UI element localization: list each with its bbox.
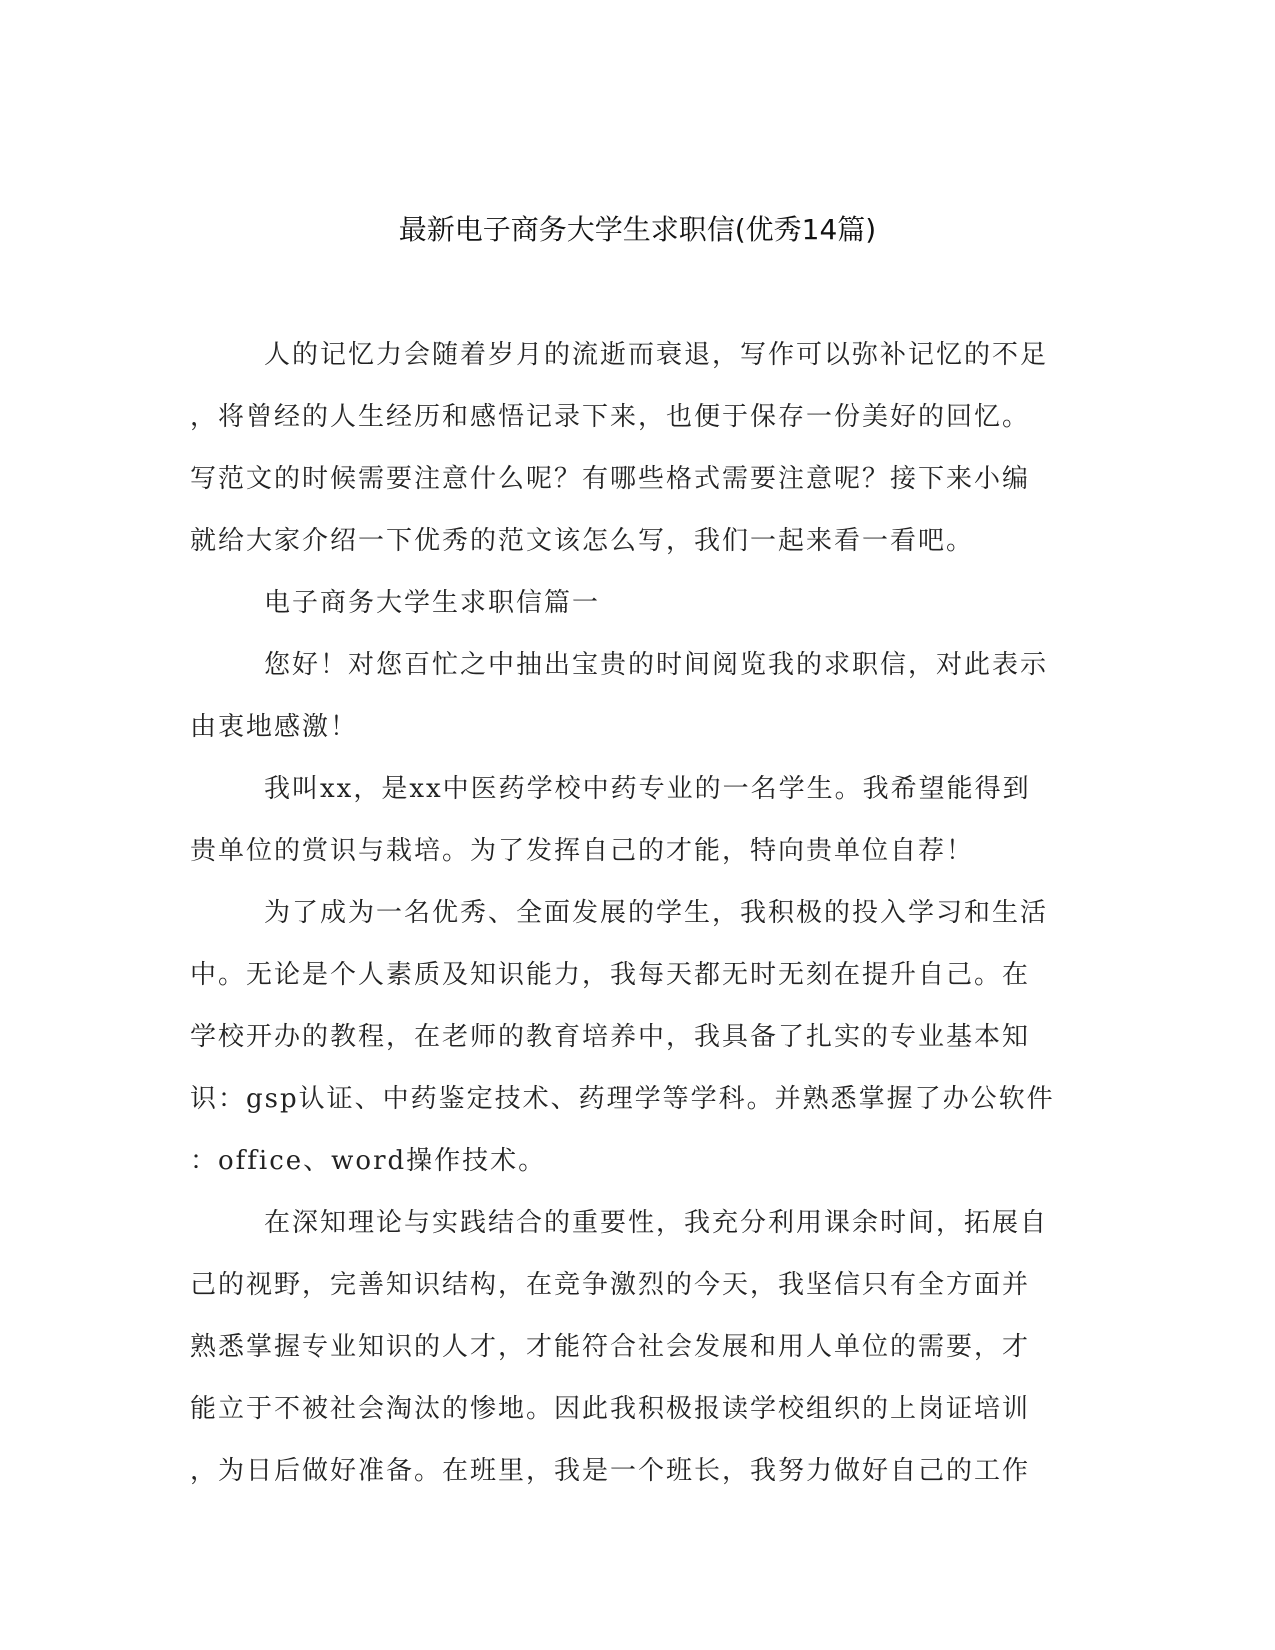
paragraph-line: ，为日后做好准备。在班里，我是一个班长，我努力做好自己的工作 — [190, 1456, 1031, 1486]
paragraph-line: 识：gsp认证、中药鉴定技术、药理学等学科。并熟悉掌握了办公软件 — [190, 1084, 1055, 1114]
section-heading: 电子商务大学生求职信篇一 — [264, 588, 601, 618]
paragraph-line: 熟悉掌握专业知识的人才，才能符合社会发展和用人单位的需要，才 — [190, 1332, 1031, 1362]
paragraph-line: 能立于不被社会淘汰的惨地。因此我积极报读学校组织的上岗证培训 — [190, 1394, 1031, 1424]
paragraph-line: 我叫xx，是xx中医药学校中药专业的一名学生。我希望能得到 — [264, 774, 1031, 804]
paragraph-line: 在深知理论与实践结合的重要性，我充分利用课余时间，拓展自 — [264, 1208, 1049, 1238]
paragraph-line: 就给大家介绍一下优秀的范文该怎么写，我们一起来看一看吧。 — [190, 526, 975, 556]
paragraph-line: 为了成为一名优秀、全面发展的学生，我积极的投入学习和生活 — [264, 898, 1049, 928]
paragraph-line: 学校开办的教程，在老师的教育培养中，我具备了扎实的专业基本知 — [190, 1022, 1031, 1052]
paragraph-line: 写范文的时候需要注意什么呢？有哪些格式需要注意呢？接下来小编 — [190, 464, 1031, 494]
document-title: 最新电子商务大学生求职信(优秀14篇) — [398, 213, 877, 246]
paragraph-line: 贵单位的赏识与栽培。为了发挥自己的才能，特向贵单位自荐！ — [190, 836, 975, 866]
paragraph-line: 中。无论是个人素质及知识能力，我每天都无时无刻在提升自己。在 — [190, 960, 1031, 990]
paragraph-line: 您好！对您百忙之中抽出宝贵的时间阅览我的求职信，对此表示 — [264, 650, 1049, 680]
paragraph-line: 人的记忆力会随着岁月的流逝而衰退，写作可以弥补记忆的不足 — [264, 340, 1049, 370]
paragraph-line: ，将曾经的人生经历和感悟记录下来，也便于保存一份美好的回忆。 — [190, 402, 1031, 432]
document-body — [190, 324, 1080, 1502]
paragraph-line: ：office、word操作技术。 — [190, 1146, 547, 1176]
paragraph-line: 由衷地感激！ — [190, 712, 359, 742]
paragraph-line: 己的视野，完善知识结构，在竞争激烈的今天，我坚信只有全方面并 — [190, 1270, 1031, 1300]
